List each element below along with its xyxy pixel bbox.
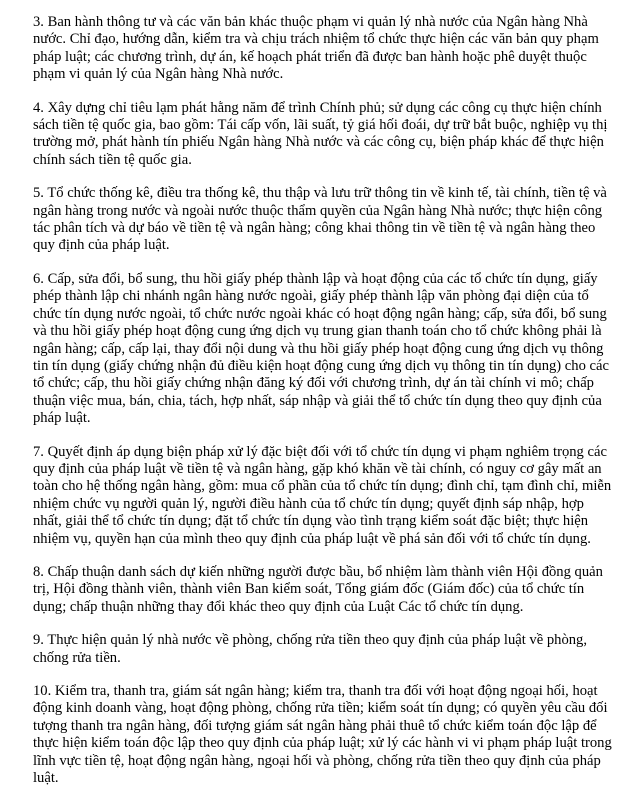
paragraph-7: 7. Quyết định áp dụng biện pháp xử lý đặc biệt đối với tổ chức tín dụng vi phạm nghiêm trọng các quy định của pháp luật về tiền tệ và ngân hàng, gặp khó khăn về tài chính, có nguy cơ gây mất an toàn cho hệ thống ngân hàng, gồm: mua cổ phần của tổ chức tín dụng; đình chỉ, tạm đình chỉ, miễn nhiệm chức vụ người quản lý, người điều hành của tổ chức tín dụng; quyết định sáp nhập, hợp nhất, giải thể tổ chức tín dụng; đặt tổ chức tín dụng vào tình trạng kiểm soát đặc biệt; thực hiện nhiệm vụ, quyền hạn của mình theo quy định của pháp luật về phá sản đối với tổ chức tín dụng. [33,443,612,547]
paragraph-6: 6. Cấp, sửa đổi, bổ sung, thu hồi giấy phép thành lập và hoạt động của các tổ chức tín dụng, giấy phép thành lập chi nhánh ngân hàng nước ngoài, giấy phép thành lập văn phòng đại diện của tổ chức tín dụng nước ngoài, tổ chức nước ngoài khác có hoạt động ngân hàng; cấp, sửa đổi, bổ sung và thu hồi giấy phép hoạt động cung ứng dịch vụ trung gian thanh toán cho tổ chức không phải là ngân hàng; cấp, cấp lại, thay đổi nội dung và thu hồi giấy phép hoạt động cung ứng dịch vụ thông tin tín dụng (giấy chứng nhận đủ điều kiện hoạt động cung ứng dịch vụ thông tin tín dụng) cho các tổ chức; cấp, thu hồi giấy chứng nhận đăng ký đối với chương trình, dự án tài chính vi mô; chấp thuận việc mua, bán, chia, tách, hợp nhất, sáp nhập và giải thể tổ chức tín dụng theo quy định của pháp luật. [33,270,609,427]
paragraph-4: 4. Xây dựng chỉ tiêu lạm phát hằng năm để trình Chính phủ; sử dụng các công cụ thực hiện chính sách tiền tệ quốc gia, bao gồm: Tái cấp vốn, lãi suất, tỷ giá hối đoái, dự trữ bắt buộc, nghiệp vụ thị trường mở, phát hành tín phiếu Ngân hàng Nhà nước và các công cụ, biện pháp khác để thực hiện chính sách tiền tệ quốc gia. [33,99,608,168]
paragraph-8: 8. Chấp thuận danh sách dự kiến những người được bầu, bổ nhiệm làm thành viên Hội đồng quản trị, Hội đồng thành viên, thành viên Ban kiểm soát, Tổng giám đốc (Giám đốc) của tổ chức tín dụng; chấp thuận những thay đổi khác theo quy định của Luật Các tổ chức tín dụng. [33,563,603,615]
paragraph-10: 10. Kiểm tra, thanh tra, giám sát ngân hàng; kiểm tra, thanh tra đối với hoạt động ngoại hối, hoạt động kinh doanh vàng, hoạt động phòng, chống rửa tiền; kiểm soát tín dụng; có quyền yêu cầu đối tượng thanh tra ngân hàng, đối tượng giám sát ngân hàng phải thuê tổ chức kiểm toán độc lập để thực hiện kiểm toán độc lập theo quy định của pháp luật; xử lý các hành vi vi phạm pháp luật trong lĩnh vực tiền tệ, hoạt động ngân hàng, ngoại hối và phòng, chống rửa tiền theo quy định của pháp luật. [33,683,612,787]
paragraph-3: 3. Ban hành thông tư và các văn bản khác thuộc phạm vi quản lý nhà nước của Ngân hàng Nhà nước. Chỉ đạo, hướng dẫn, kiểm tra và chịu trách nhiệm tổ chức thực hiện các văn bản quy phạm pháp luật; các chương trình, dự án, kế hoạch phát triển đã được ban hành hoặc phê duyệt thuộc phạm vi quản lý của Ngân hàng Nhà nước. [33,14,599,83]
paragraph-9: 9. Thực hiện quản lý nhà nước về phòng, chống rửa tiền theo quy định của pháp luật về phòng, chống rửa tiền. [33,632,587,666]
paragraph-5: 5. Tổ chức thống kê, điều tra thống kê, thu thập và lưu trữ thông tin về kinh tế, tài chính, tiền tệ và ngân hàng trong nước và ngoài nước thuộc thẩm quyền của Ngân hàng Nhà nước; thực hiện công tác phân tích và dự báo về tiền tệ và ngân hàng; công khai thông tin về tiền tệ và ngân hàng theo quy định của pháp luật. [33,185,607,254]
